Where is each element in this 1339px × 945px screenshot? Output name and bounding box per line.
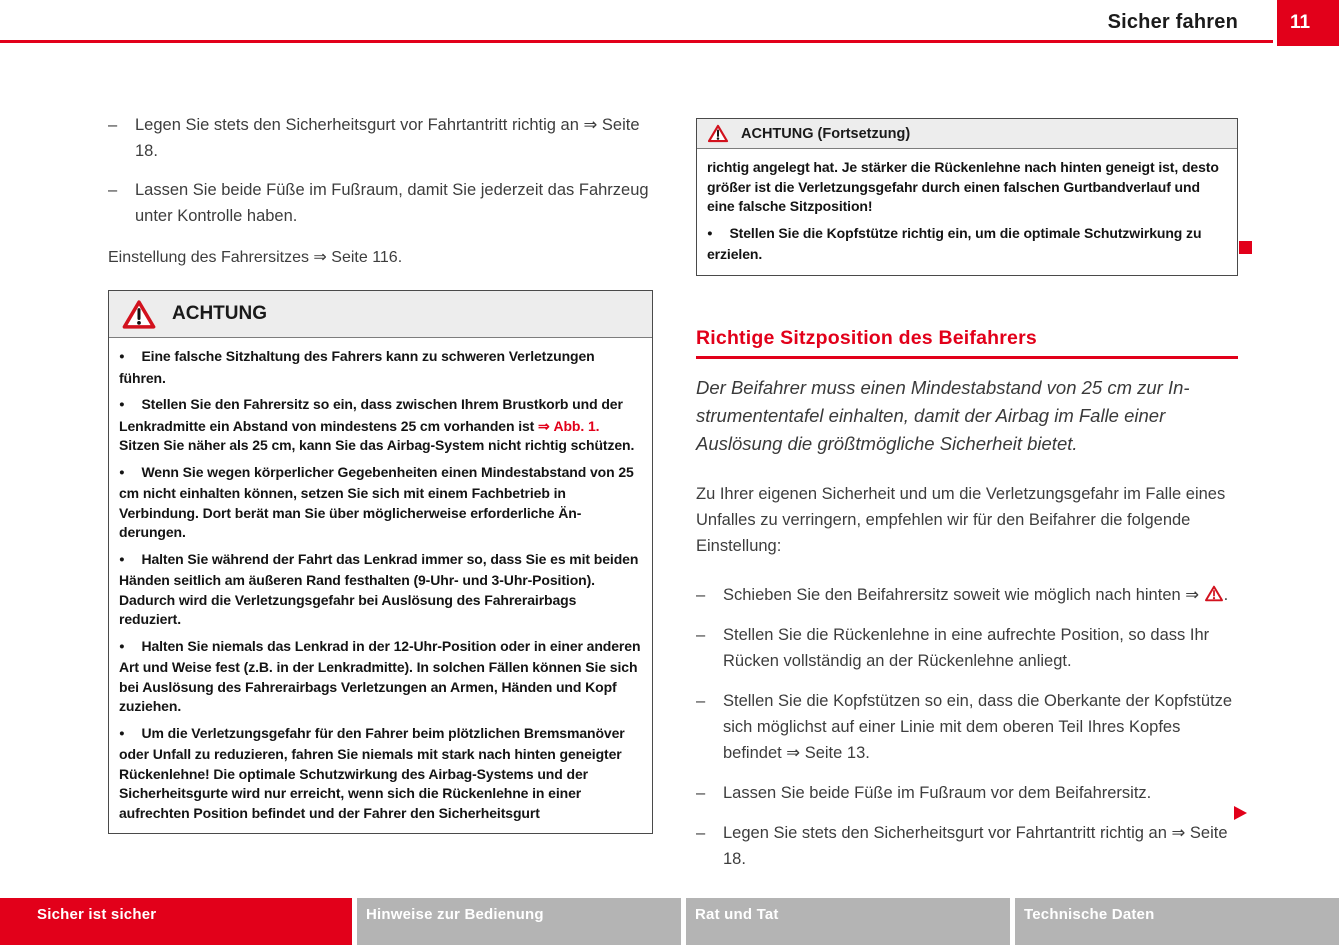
warning-text: Stellen Sie den Fahrersitz so ein, dass zwischen Ihrem Brustkorb und der Lenkradmitte ein Abstand von mindestens 25 cm vorhanden ist xyxy=(119,396,623,434)
bullet-marker: ● xyxy=(119,727,125,739)
warning-triangle-icon xyxy=(707,124,729,143)
warning-triangle-icon xyxy=(1204,585,1224,602)
section-heading: Richtige Sitzposition des Beifahrers xyxy=(696,327,1238,359)
dash-marker: – xyxy=(696,783,706,802)
warning-continuation-text: richtig angelegt hat. Je stärker die Rückenlehne nach hinten geneigt ist, desto größer ist die Verletzungsgefahr durch einen falschen Gurtbandverlauf und eine falsche Sitzposition! xyxy=(707,159,1219,214)
warning-bullet xyxy=(119,724,641,824)
warning-box-body xyxy=(697,149,1237,275)
bullet-marker: ● xyxy=(119,640,125,652)
page-continues-arrow-icon xyxy=(1234,806,1247,820)
dash-marker: – xyxy=(696,585,706,604)
warning-bullet xyxy=(119,347,641,388)
list-item xyxy=(108,112,653,164)
list-item xyxy=(108,177,653,229)
list-item xyxy=(696,688,1238,766)
page-number: 11 xyxy=(1290,12,1311,33)
warning-text: Um die Verletzungsgefahr für den Fahrer beim plötzlichen Bremsmanöver oder Unfall zu reduzieren, fahren Sie niemals mit stark nach hinten geneigter Rückenlehne! Die optimale Schutzwirkung des Airbag-Systems und der Sicherheitsgurte wird nur erreicht, wenn sich die Rückenlehne in einer aufrechten Position befindet und der Fahrer den Sicherheitsgurt xyxy=(119,724,625,821)
list-item-text: Stellen Sie die Rückenlehne in eine aufrechte Position, so dass Ihr Rücken vollständig an der Rückenlehne anliegt. xyxy=(723,625,1210,670)
warning-text: Halten Sie während der Fahrt das Lenkrad immer so, dass Sie es mit beiden Händen seitlich am äußeren Rand festhalten (9-Uhr- und 3-Uhr-Position). Dadurch wird die Verletzungsgefahr bei Auslösung des Fahrerairbags reduziert. xyxy=(119,550,639,627)
list-item xyxy=(696,820,1238,872)
dash-marker: – xyxy=(108,181,118,199)
warning-title: ACHTUNG (Fortsetzung) xyxy=(741,125,911,142)
warning-bullet xyxy=(707,224,1226,265)
seat-adjust-note: Einstellung des Fahrersitzes ⇒ Seite 116. xyxy=(108,249,403,266)
figure-reference-link[interactable]: ⇒ Abb. 1. xyxy=(538,417,600,434)
warning-triangle-icon xyxy=(121,299,157,330)
list-item-text: Lassen Sie beide Füße im Fußraum vor dem Beifahrersitz. xyxy=(723,783,1152,802)
list-item-text: Legen Sie stets den Sicherheitsgurt vor Fahrtantritt richtig an ⇒ Seite 18. xyxy=(135,116,640,160)
warning-box-header xyxy=(109,291,652,338)
warning-box-achtung xyxy=(108,290,653,834)
warning-bullet xyxy=(119,637,641,717)
page-title: Sicher fahren xyxy=(1107,11,1238,33)
list-item xyxy=(696,582,1238,608)
footer-tab-sicher-ist-sicher[interactable]: Sicher ist sicher xyxy=(0,898,352,945)
section-paragraph: Zu Ihrer eigenen Sicherheit und um die Verletzungsgefahr im Falle eines Unfalles zu verringern, empfehlen wir für den Beifahrer die folgende Einstellung: xyxy=(696,484,1226,555)
page-number-badge xyxy=(1277,0,1339,46)
warning-bullet xyxy=(119,550,641,630)
warning-bullet xyxy=(119,463,641,543)
footer-tab-technische-daten[interactable]: Technische Daten xyxy=(1015,898,1339,945)
bullet-marker: ● xyxy=(119,399,125,410)
warning-title: ACHTUNG xyxy=(172,303,267,324)
warning-text: Wenn Sie wegen körperlicher Gegebenheiten einen Mindestabstand von 25 cm nicht einhalten können, setzen Sie sich mit einem Fachbetrieb in Verbindung. Dort berät man Sie über möglicherweise erforderliche Änderungen. xyxy=(119,463,634,540)
bullet-marker: ● xyxy=(119,351,125,362)
warning-bullet xyxy=(119,395,641,456)
footer-tab-rat-und-tat[interactable]: Rat und Tat xyxy=(686,898,1010,945)
footer-tab-hinweise-zur-bedienung[interactable]: Hinweise zur Bedienung xyxy=(357,898,681,945)
warning-box-fortsetzung xyxy=(696,118,1238,276)
list-item-text: Schieben Sie den Beifahrersitz soweit wie möglich nach hinten ⇒ xyxy=(723,585,1204,604)
header-divider xyxy=(0,40,1273,43)
right-column xyxy=(696,118,1238,886)
section-lead: Der Beifahrer muss einen Mindestabstand von 25 cm zur Instrumententafel einhalten, damit der Airbag im Falle einer Auslösung die größtmögliche Sicherheit bietet. xyxy=(696,376,1190,454)
warning-text: Sitzen Sie näher als 25 cm, kann Sie das Airbag-System nicht richtig schützen. xyxy=(119,437,635,453)
dash-marker: – xyxy=(696,691,706,710)
bullet-marker: ● xyxy=(707,227,713,239)
dash-marker: – xyxy=(108,116,118,134)
list-item-text: Lassen Sie beide Füße im Fußraum, damit Sie jederzeit das Fahrzeug unter Kontrolle haben. xyxy=(135,181,649,225)
list-item-text: Legen Sie stets den Sicherheitsgurt vor Fahrtantritt richtig an ⇒ Seite 18. xyxy=(723,823,1228,868)
warning-box-header xyxy=(697,119,1237,149)
list-item-text: . xyxy=(1223,585,1229,604)
bullet-marker: ● xyxy=(119,553,125,565)
list-item xyxy=(696,780,1238,806)
warning-text: Halten Sie niemals das Lenkrad in der 12-Uhr-Position oder in einer anderen Art und Weise fest (z.B. in der Lenkradmitte). In solchen Fällen können Sie sich bei Auslösung des Fahrerairbags Verletzungen an Armen, Händen und Kopf zuziehen. xyxy=(119,637,641,714)
dash-marker: – xyxy=(696,823,706,842)
warning-text: Eine falsche Sitzhaltung des Fahrers kann zu schweren Verletzungen führen. xyxy=(119,348,595,386)
bullet-marker: ● xyxy=(119,466,125,478)
list-item xyxy=(696,622,1238,674)
warning-text: Stellen Sie die Kopfstütze richtig ein, um die optimale Schutzwirkung zu erzielen. xyxy=(707,224,1202,262)
list-item-text: Stellen Sie die Kopfstützen so ein, dass die Oberkante der Kopfstütze sich möglichst auf einer Linie mit dem oberen Teil Ihres Kopfes befindet ⇒ Seite 13. xyxy=(723,691,1233,762)
dash-marker: – xyxy=(696,625,706,644)
warning-box-body xyxy=(109,338,652,833)
left-column xyxy=(108,112,653,834)
footer-register xyxy=(0,898,1339,945)
section-end-marker xyxy=(1239,241,1252,254)
